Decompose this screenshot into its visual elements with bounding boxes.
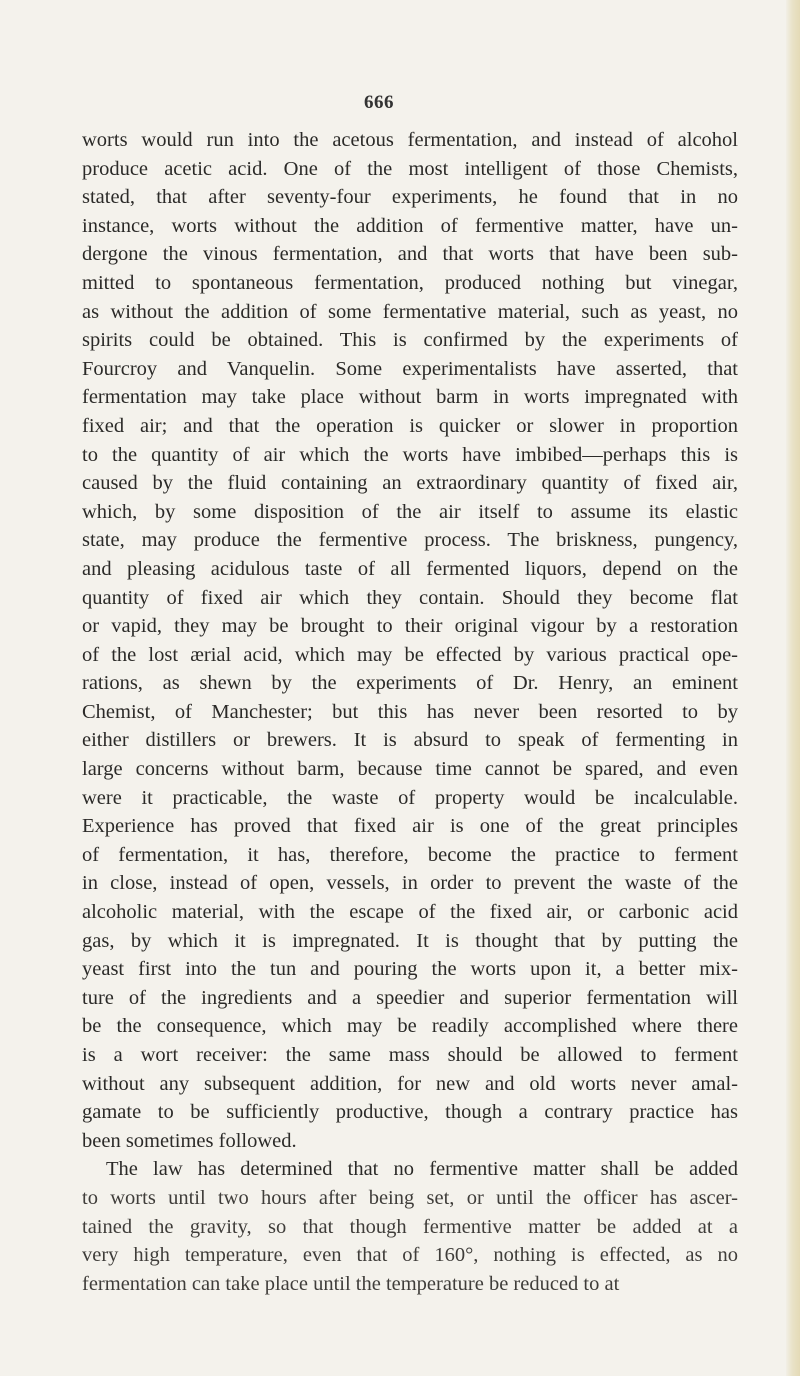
text-line: either distillers or brewers. It is absurd to speak of fermenting in (82, 729, 738, 752)
page-edge (786, 0, 800, 1376)
text-line: or vapid, they may be brought to their original vigour by a restoration (82, 615, 738, 638)
text-line: gamate to be sufficiently productive, though a contrary practice has (82, 1101, 738, 1124)
text-line: Chemist, of Manchester; but this has never been resorted to by (82, 700, 738, 723)
text-line: tained the gravity, so that though fermentive matter be added at a (82, 1215, 738, 1238)
text-line: large concerns without barm, because time cannot be spared, and even (82, 758, 738, 781)
text-line: produce acetic acid. One of the most intelligent of those Chemists, (82, 157, 738, 180)
text-line: ture of the ingredients and a speedier and superior fermentation will (82, 986, 738, 1009)
text-line: as without the addition of some fermentative material, such as yeast, no (82, 300, 738, 323)
text-line: fermentation can take place until the temperature be reduced to at (82, 1272, 620, 1295)
paragraph-1 (82, 126, 738, 1155)
text-line: fixed air; and that the operation is quicker or slower in proportion (82, 414, 738, 437)
text-line: Experience has proved that fixed air is one of the great principles (82, 815, 738, 838)
text-line: instance, worts without the addition of fermentive matter, have un- (82, 214, 738, 237)
text-line: caused by the fluid containing an extraordinary quantity of fixed air, (82, 472, 738, 495)
text-line: to the quantity of air which the worts have imbibed—perhaps this is (82, 443, 738, 466)
text-line: rations, as shewn by the experiments of Dr. Henry, an eminent (82, 672, 738, 695)
page-number: 666 (364, 92, 394, 113)
text-line: The law has determined that no fermentive matter shall be added (106, 1158, 738, 1181)
text-line: dergone the vinous fermentation, and that worts that have been sub- (82, 243, 738, 266)
text-line: to worts until two hours after being set, or until the officer has ascer- (82, 1186, 738, 1209)
text-line: were it practicable, the waste of property would be incalculable. (82, 786, 738, 809)
text-line: gas, by which it is impregnated. It is thought that by putting the (82, 929, 738, 952)
text-line: of the lost ærial acid, which may be effected by various practical ope- (82, 643, 738, 666)
text-line: which, by some disposition of the air itself to assume its elastic (82, 500, 738, 523)
text-line: is a wort receiver: the same mass should be allowed to ferment (82, 1044, 738, 1066)
text-line: state, may produce the fermentive process. The briskness, pungency, (82, 529, 738, 552)
text-line: been sometimes followed. (82, 1129, 297, 1152)
text-line: spirits could be obtained. This is confirmed by the experiments of (82, 329, 738, 352)
text-line: and pleasing acidulous taste of all fermented liquors, depend on the (82, 557, 738, 580)
text-line: of fermentation, it has, therefore, become the practice to ferment (82, 843, 738, 866)
text-line: mitted to spontaneous fermentation, produced nothing but vinegar, (82, 271, 738, 294)
body-text (82, 126, 738, 1298)
text-line: very high temperature, even that of 160°, nothing is effected, as no (82, 1244, 738, 1267)
text-line: yeast first into the tun and pouring the worts upon it, a better mix- (82, 958, 738, 981)
paragraph-2 (82, 1155, 738, 1298)
text-line: alcoholic material, with the escape of the fixed air, or carbonic acid (82, 901, 738, 924)
text-line: fermentation may take place without barm in worts impregnated with (82, 386, 738, 409)
text-line: be the consequence, which may be readily accomplished where there (82, 1015, 738, 1038)
text-line: worts would run into the acetous fermentation, and instead of alcohol (82, 129, 738, 151)
text-line: without any subsequent addition, for new and old worts never amal- (82, 1072, 738, 1095)
text-line: Fourcroy and Vanquelin. Some experimentalists have asserted, that (82, 357, 738, 380)
text-line: quantity of fixed air which they contain. Should they become flat (82, 586, 738, 609)
text-line: in close, instead of open, vessels, in order to prevent the waste of the (82, 872, 738, 895)
text-line: stated, that after seventy-four experiments, he found that in no (82, 186, 738, 209)
